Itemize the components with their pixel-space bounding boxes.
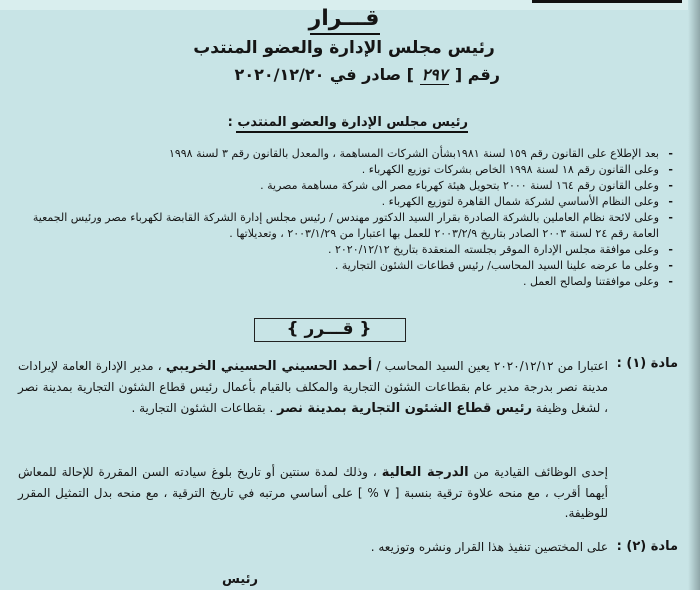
title-underline (310, 33, 380, 35)
bullet: - (668, 259, 673, 272)
grade-title: الدرجة العالية (381, 465, 469, 480)
recital-text: وعلى موافقة مجلس الإدارة الموقر بجلسته المنعقدة بتاريخ ٢٠٢٠/١٢/١٢ . (327, 243, 659, 256)
recital-text: وعلى القانون رقم ١٨ لسنة ١٩٩٨ الخاص بشركات توزيع الكهرباء . (361, 163, 659, 176)
decree-label: رقم [ (454, 65, 500, 84)
preamble-heading: رئيس مجلس الإدارة والعضو المنتدب : (227, 115, 468, 130)
recital-text: وعلى القانون رقم ١٦٤ لسنة ٢٠٠٠ بتحويل هيئة كهرباء مصر الى شركة مساهمة مصرية . (260, 179, 659, 192)
list-item (13, 194, 673, 210)
decree-number: ٢٩٧ (421, 65, 448, 84)
document-subtitle: رئيس مجلس الإدارة والعضو المنتدب (193, 38, 495, 58)
list-item (13, 242, 673, 258)
article-1-p2-a: إحدى الوظائف القيادية من (473, 465, 608, 479)
recital-text: وعلى لائحة نظام العاملين بالشركة الصادرة بقرار السيد الدكتور مهندس / رئيس مجلس إدارة الشركة القابضة لكهرباء مصر ورئيس الجمعية العامة رقم ٢٤ لسنة ٢٠٠٣ الصادر بتاريخ ٢٠٠٣/٢/٩ للعمل بها اعتبارا من ٢٠٠٣/١/٢٩ ، وتعديلاتها . (32, 211, 659, 240)
decree-number-line (220, 65, 500, 84)
bullet: - (668, 243, 673, 256)
decree-issued: ] صادر في ٢٠٢٠/١٢/٢٠ (234, 65, 414, 84)
signature-label: رئيس (221, 572, 259, 587)
recital-text: بعد الإطلاع على القانون رقم ١٥٩ لسنة ١٩٨١بشأن الشركات المساهمة ، والمعدل بالقانون رقم ٣ لسنة ١٩٩٨ (168, 147, 659, 160)
bullet: - (668, 179, 673, 192)
appointee-name: أحمد الحسيني الحسيني الخريبي (165, 359, 373, 374)
list-item (13, 162, 673, 178)
bullet: - (668, 163, 673, 176)
article-2-label: مادة (٢) : (616, 539, 678, 554)
article-1-text-b: ، مدير الإدارة العامة لإيرادات مدينة نصر بدرجة مدير عام بقطاعات الشئون التجارية والمكلف بالقيام بأعمال رئيس قطاع الشئون التجارية بمدينة نصر ، لشغل وظيفة (18, 359, 608, 415)
article-1-label: مادة (١) : (616, 356, 678, 371)
bullet: - (668, 275, 673, 288)
list-item (13, 274, 673, 290)
position-title: رئيس قطاع الشئون التجارية بمدينة نصر (277, 401, 532, 416)
recitals-list (13, 146, 673, 290)
bullet: - (668, 211, 673, 224)
bullet: - (668, 195, 673, 208)
article-1-continuation (18, 462, 608, 523)
list-item (13, 210, 673, 242)
article-1-text-c: . بقطاعات الشئون التجارية . (131, 401, 274, 415)
preamble-heading-underline (236, 131, 468, 133)
article-1-text-a: اعتبارا من ٢٠٢٠/١٢/١٢ يعين السيد المحاسب / (376, 359, 608, 373)
bullet: - (668, 147, 673, 160)
list-item (13, 258, 673, 274)
document-title: قـــرار (308, 6, 380, 31)
article-1-body (18, 356, 608, 419)
decision-title: { قـــرر } (286, 319, 372, 339)
page-edge-shadow (688, 0, 700, 590)
article-2-body: على المختصين تنفيذ هذا القرار ونشره وتوزيعه . (370, 540, 608, 554)
list-item (13, 146, 673, 162)
list-item (13, 178, 673, 194)
recital-text: وعلى ما عرضه علينا السيد المحاسب/ رئيس قطاعات الشئون التجارية . (334, 259, 659, 272)
recital-text: وعلى موافقتنا ولصالح العمل . (522, 275, 659, 288)
recital-text: وعلى النظام الأساسي لشركة شمال القاهرة لتوزيع الكهرباء . (381, 195, 659, 208)
article-1-p2-b: ، وذلك لمدة سنتين أو تاريخ بلوغ سيادته السن المقررة للإحالة للمعاش أيهما أقرب ، مع منحه علاوة ترقية بنسبة [ ٧ % ] على أساسي مرتبه في تاريخ الترقية ، مع منحه بدل التمثيل المقرر للوظيفة. (18, 465, 609, 520)
